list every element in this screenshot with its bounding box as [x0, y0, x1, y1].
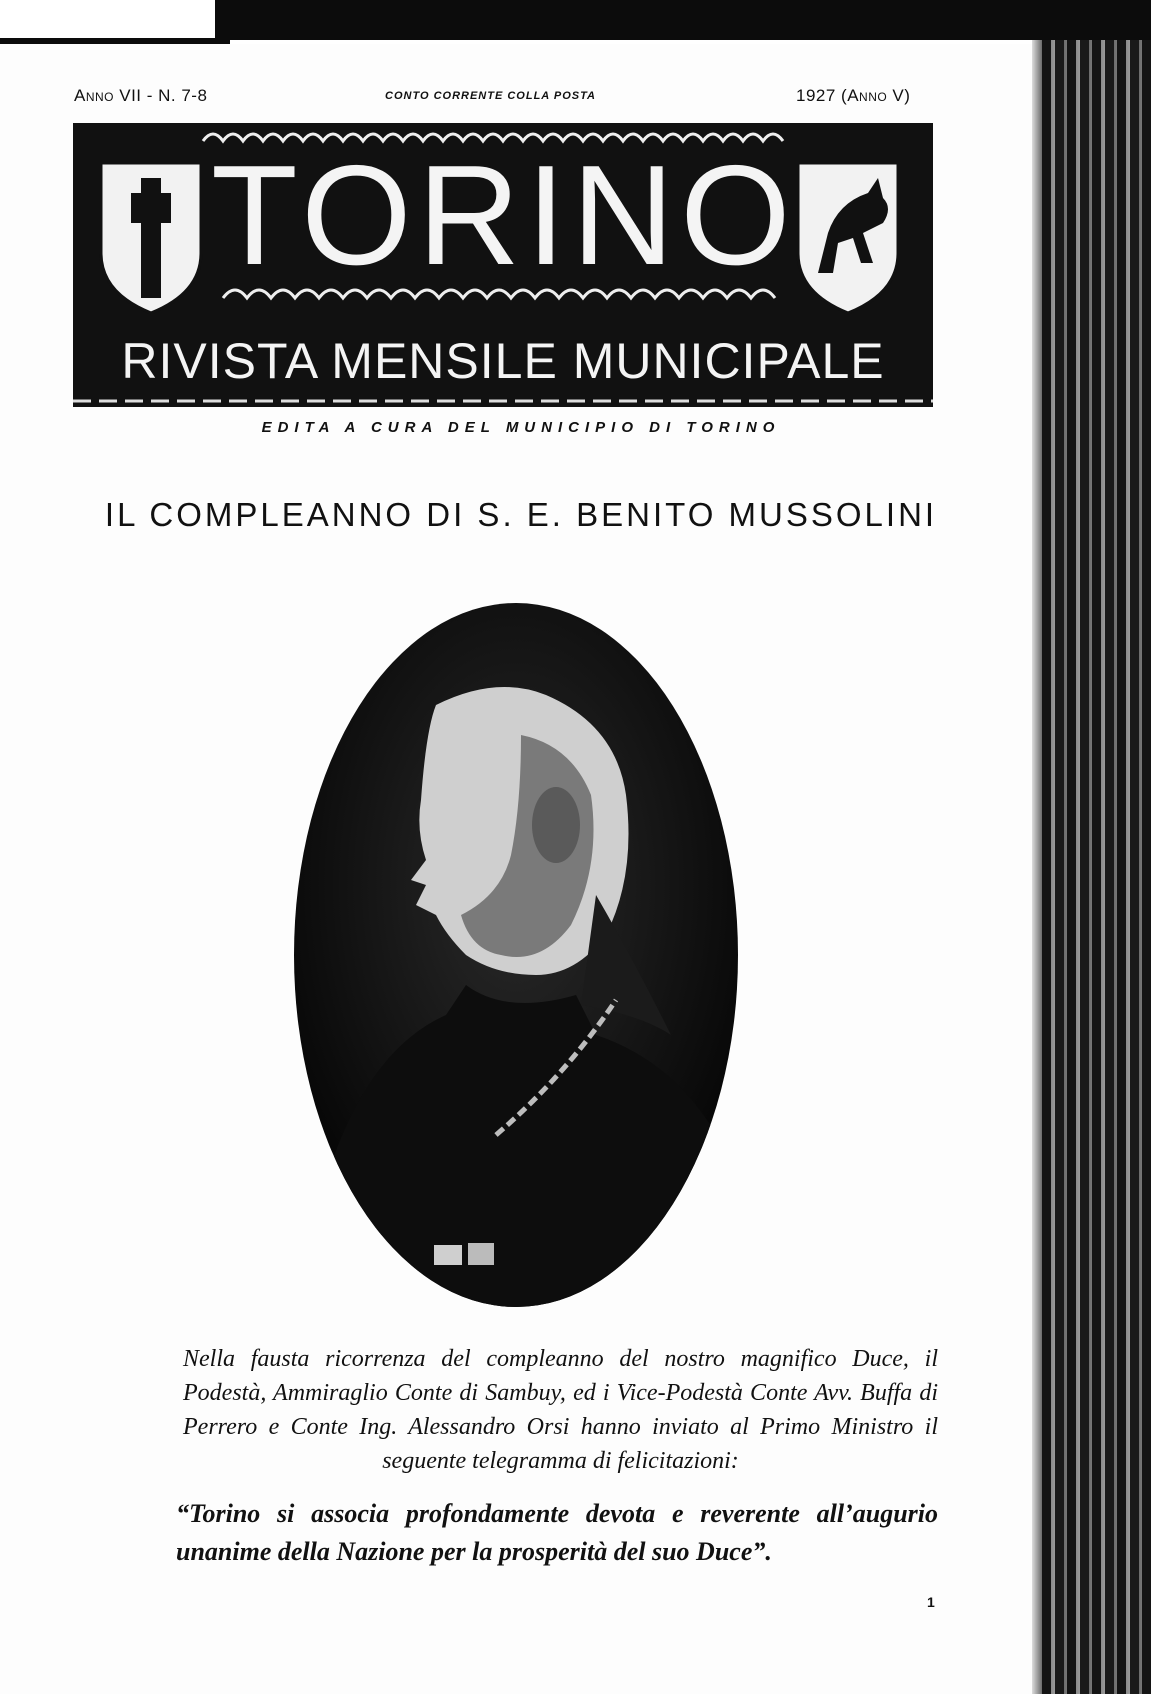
- page-number: 1: [927, 1594, 935, 1610]
- scan-top-margin: [0, 0, 1151, 44]
- issue-number: Anno VII - N. 7-8: [74, 86, 208, 105]
- masthead-subtitle: RIVISTA MENSILE MUNICIPALE: [121, 333, 885, 389]
- portrait-photo: [286, 595, 746, 1315]
- telegram-quote: “Torino si associa profondamente devota e reverente all’augurio unanime della Nazione per la prosperità del suo Duce”.: [176, 1499, 938, 1566]
- city-shield-left-icon: [101, 163, 201, 313]
- masthead-title: TORINO: [211, 136, 797, 295]
- issue-year: 1927 (Anno V): [796, 86, 911, 105]
- masthead: [73, 123, 933, 407]
- publisher-line: EDITA A CURA DEL MUNICIPIO DI TORINO: [261, 419, 781, 436]
- article-body: Nella fausta ricorrenza del compleanno del nostro magnifico Duce, il Podestà, Ammiraglio Conte di Sambuy, ed i Vice-Podestà Conte Avv. Buffa di Perrero e Conte Ing. Alessandro Orsi hanno inviato al Primo Ministro il seguente telegramma di felicitazioni:: [183, 1346, 938, 1474]
- article-headline: IL COMPLEANNO DI S. E. BENITO MUSSOLINI: [104, 496, 938, 533]
- city-shield-bull-icon: [798, 163, 898, 313]
- scan-dark-edge: [215, 0, 1151, 40]
- postal-note: CONTO CORRENTE COLLA POSTA: [385, 90, 596, 102]
- book-binding: [1042, 40, 1151, 1694]
